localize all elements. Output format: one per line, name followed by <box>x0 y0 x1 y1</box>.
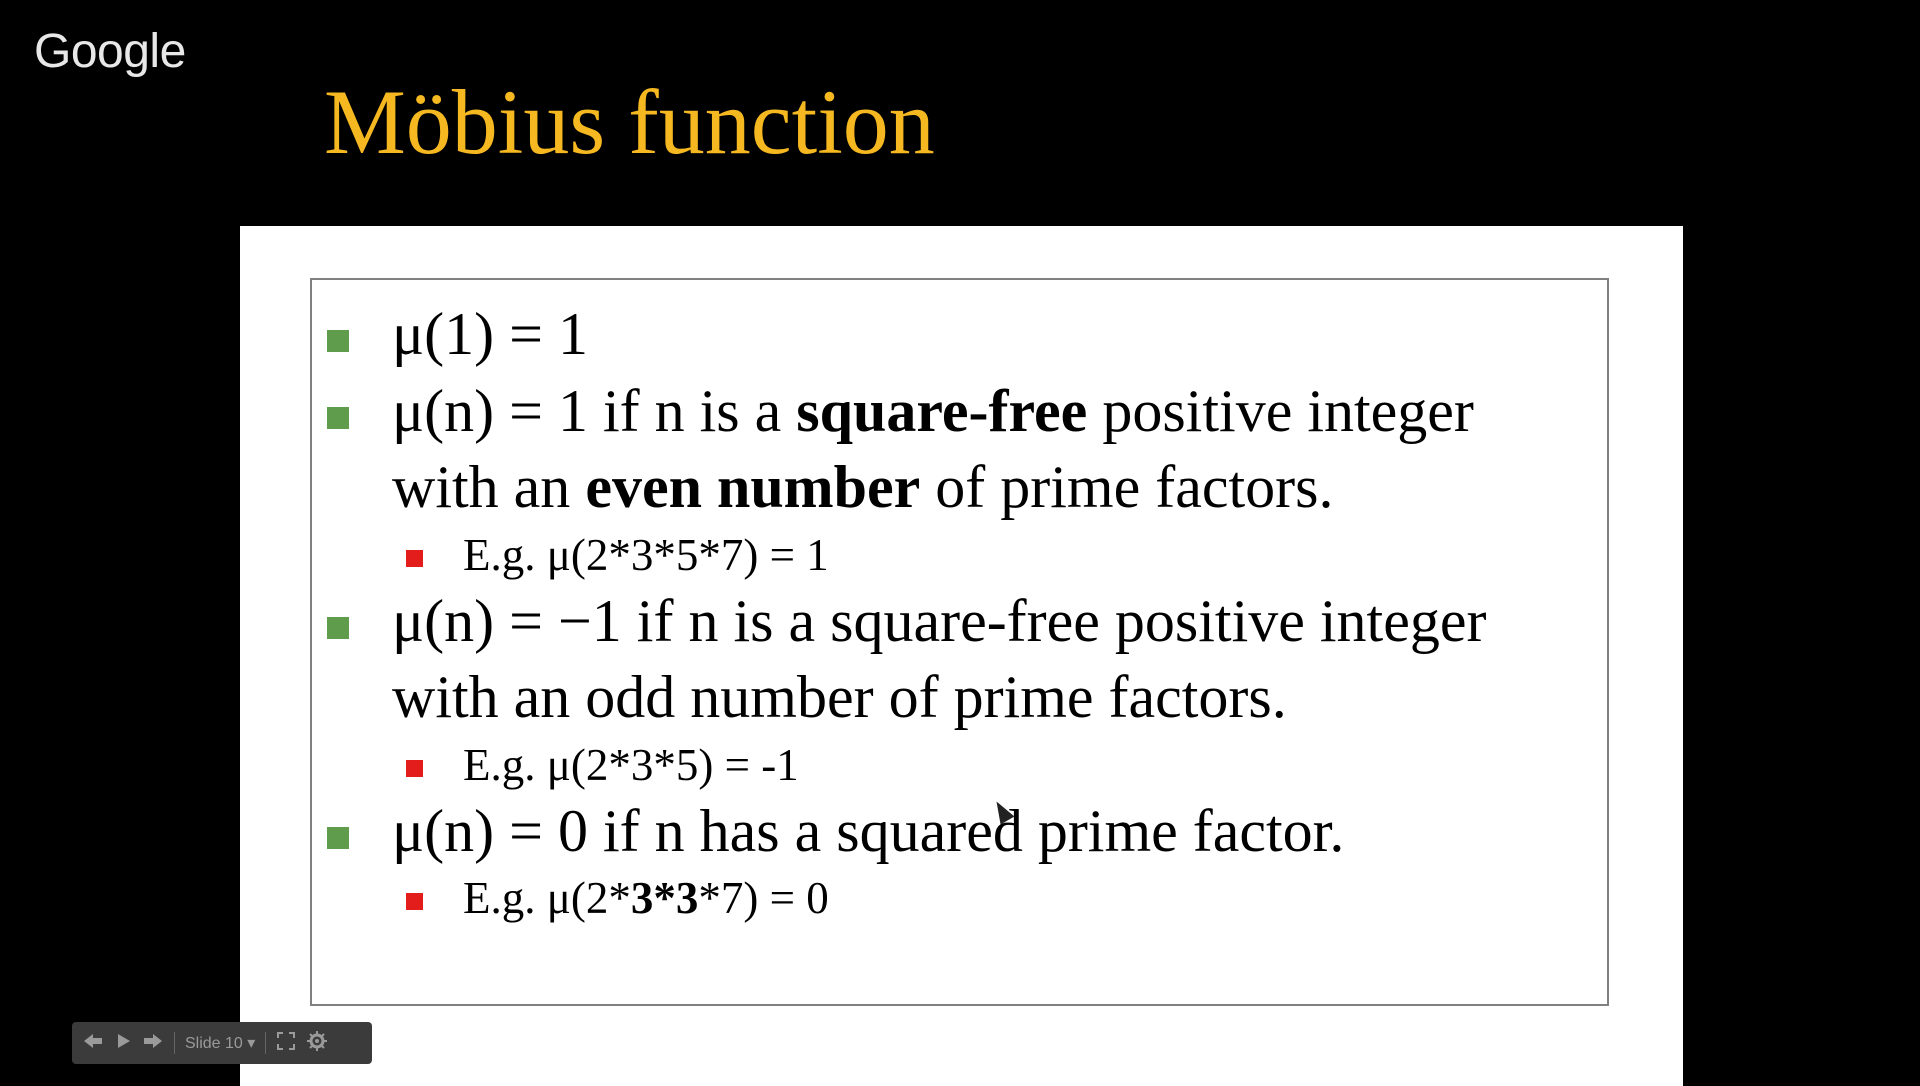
bold-term: 3*3 <box>630 873 699 923</box>
settings-icon[interactable] <box>306 1030 328 1057</box>
bullet-text-continuation <box>392 449 1333 525</box>
bullet-green-icon <box>327 407 349 429</box>
slide-selector[interactable] <box>185 1033 255 1053</box>
previous-icon[interactable] <box>82 1032 104 1055</box>
bullet-text-part: of prime factors. <box>920 454 1334 520</box>
fullscreen-icon[interactable] <box>276 1031 296 1056</box>
bullet-text-continuation: with an odd number of prime factors. <box>392 664 1287 730</box>
bullet-text-part: μ(n) = 1 if n is a <box>392 378 797 444</box>
google-logo: Google <box>34 25 186 78</box>
presentation-controls <box>72 1022 372 1064</box>
bullet-green-icon <box>327 617 349 639</box>
control-separator <box>265 1032 266 1054</box>
play-icon[interactable] <box>114 1032 132 1055</box>
example-text: E.g. μ(2*3*5*7) = 1 <box>463 530 829 580</box>
bullet-green-icon <box>327 827 349 849</box>
bullet-red-icon <box>406 760 423 777</box>
bullet-text: μ(n) = −1 if n is a square-free positive integer <box>392 588 1487 654</box>
bullet-text: μ(1) = 1 <box>392 301 588 367</box>
slide-label: Slide <box>185 1035 221 1052</box>
example-text-part: *7) = 0 <box>698 873 829 923</box>
bold-term: square-free <box>796 378 1088 444</box>
slide-number: 10 <box>225 1035 243 1052</box>
bullet-red-icon <box>406 893 423 910</box>
example-text <box>463 870 829 926</box>
bullet-green-icon <box>327 330 349 352</box>
bullet-text <box>392 373 1474 449</box>
control-separator <box>174 1032 175 1054</box>
bullet-text: μ(n) = 0 if n has a squared prime factor. <box>392 798 1345 864</box>
example-text-part: E.g. μ(2* <box>463 873 631 923</box>
bullet-red-icon <box>406 550 423 567</box>
bullet-text-part: with an <box>392 454 586 520</box>
example-text: E.g. μ(2*3*5) = -1 <box>463 740 799 790</box>
bullet-text-part: positive integer <box>1087 378 1474 444</box>
bold-term: even number <box>585 454 921 520</box>
slide-title: Möbius function <box>324 71 935 173</box>
next-icon[interactable] <box>142 1032 164 1055</box>
dropdown-icon: ▾ <box>247 1035 256 1052</box>
